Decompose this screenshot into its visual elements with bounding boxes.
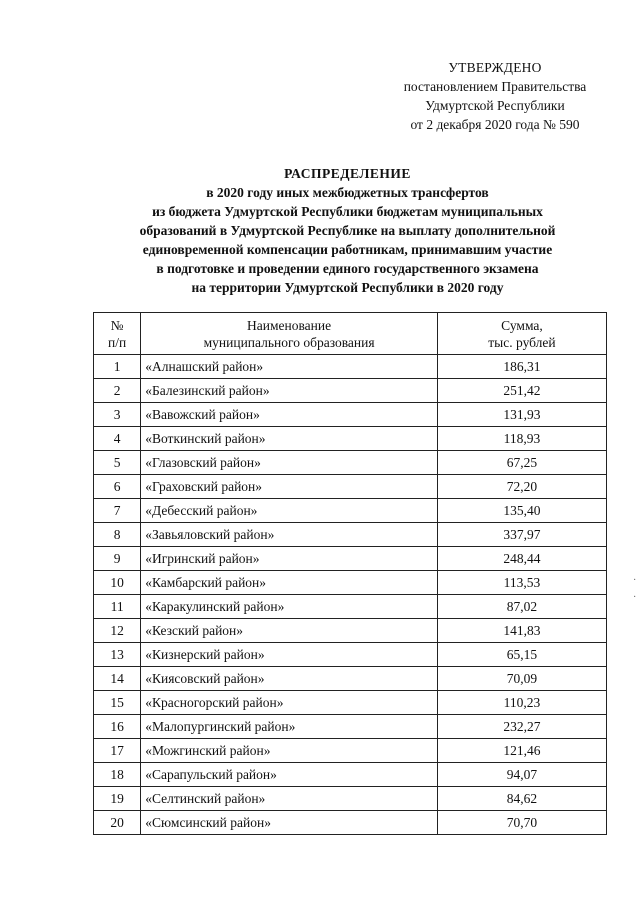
- table-row: [94, 595, 607, 619]
- row-number: 8: [94, 523, 141, 547]
- table-row: [94, 739, 607, 763]
- row-name: «Каракулинский район»: [141, 595, 438, 619]
- row-sum: 251,42: [437, 379, 606, 403]
- table-row: [94, 763, 607, 787]
- row-number: 5: [94, 451, 141, 475]
- header-number-line1: №: [110, 317, 124, 333]
- table-row: [94, 379, 607, 403]
- row-number: 3: [94, 403, 141, 427]
- row-sum: 337,97: [437, 523, 606, 547]
- table-row: [94, 715, 607, 739]
- table-row: [94, 523, 607, 547]
- row-name: «Селтинский район»: [141, 787, 438, 811]
- row-sum: 110,23: [437, 691, 606, 715]
- row-name: «Граховский район»: [141, 475, 438, 499]
- header-sum-line2: тыс. рублей: [488, 334, 556, 350]
- row-number: 18: [94, 763, 141, 787]
- row-name: «Балезинский район»: [141, 379, 438, 403]
- table-row: [94, 547, 607, 571]
- approval-authority: Удмуртской Республики: [425, 98, 565, 113]
- title-line: единовременной компенсации работникам, принимавшим участие: [142, 242, 553, 257]
- row-name: «Воткинский район»: [141, 427, 438, 451]
- row-number: 16: [94, 715, 141, 739]
- row-sum: 131,93: [437, 403, 606, 427]
- row-sum: 121,46: [437, 739, 606, 763]
- row-sum: 65,15: [437, 643, 606, 667]
- row-sum: 72,20: [437, 475, 606, 499]
- row-name: «Киясовский район»: [141, 667, 438, 691]
- row-name: «Дебесский район»: [141, 499, 438, 523]
- row-number: 13: [94, 643, 141, 667]
- row-name: «Сарапульский район»: [141, 763, 438, 787]
- row-number: 1: [94, 355, 141, 379]
- title-line: образований в Удмуртской Республике на выплату дополнительной: [139, 223, 556, 238]
- title-line: на территории Удмуртской Республики в 2020 году: [191, 280, 504, 295]
- row-sum: 135,40: [437, 499, 606, 523]
- table-row: [94, 403, 607, 427]
- title-line: в 2020 году иных межбюджетных трансфертов: [206, 185, 489, 200]
- distribution-table: [93, 312, 607, 835]
- row-sum: 70,70: [437, 811, 606, 835]
- row-sum: 113,53: [437, 571, 606, 595]
- row-sum: 248,44: [437, 547, 606, 571]
- row-sum: 232,27: [437, 715, 606, 739]
- table-row: [94, 667, 607, 691]
- row-name: «Можгинский район»: [141, 739, 438, 763]
- table-row: [94, 691, 607, 715]
- table-row: [94, 811, 607, 835]
- table-row: [94, 619, 607, 643]
- approval-stamp: [360, 58, 630, 134]
- row-name: «Игринский район»: [141, 547, 438, 571]
- row-name: «Глазовский район»: [141, 451, 438, 475]
- table-row: [94, 355, 607, 379]
- header-name-line2: муниципального образования: [203, 334, 375, 350]
- approval-date: от 2 декабря 2020 года № 590: [410, 117, 580, 132]
- row-number: 19: [94, 787, 141, 811]
- table-row: [94, 643, 607, 667]
- row-sum: 70,09: [437, 667, 606, 691]
- header-number-line2: п/п: [108, 334, 127, 350]
- row-name: «Кезский район»: [141, 619, 438, 643]
- approval-heading: УТВЕРЖДЕНО: [448, 60, 542, 75]
- row-number: 17: [94, 739, 141, 763]
- table-row: [94, 475, 607, 499]
- row-sum: 118,93: [437, 427, 606, 451]
- table-row: [94, 571, 607, 595]
- row-name: «Алнашский район»: [141, 355, 438, 379]
- row-number: 6: [94, 475, 141, 499]
- row-number: 12: [94, 619, 141, 643]
- title-main: РАСПРЕДЕЛЕНИЕ: [284, 166, 411, 181]
- table-header-row: [94, 313, 607, 355]
- row-name: «Вавожский район»: [141, 403, 438, 427]
- title-line: из бюджета Удмуртской Республики бюджетам муниципальных: [152, 204, 543, 219]
- header-sum: [437, 313, 606, 355]
- row-number: 14: [94, 667, 141, 691]
- scan-edge-mark: ·: [633, 575, 637, 586]
- row-name: «Камбарский район»: [141, 571, 438, 595]
- row-sum: 87,02: [437, 595, 606, 619]
- table-row: [94, 499, 607, 523]
- row-name: «Малопургинский район»: [141, 715, 438, 739]
- row-name: «Завьяловский район»: [141, 523, 438, 547]
- row-name: «Красногорский район»: [141, 691, 438, 715]
- row-number: 10: [94, 571, 141, 595]
- table-row: [94, 451, 607, 475]
- row-sum: 84,62: [437, 787, 606, 811]
- header-name-line1: Наименование: [247, 317, 332, 333]
- header-name: [141, 313, 438, 355]
- header-number: [94, 313, 141, 355]
- row-number: 4: [94, 427, 141, 451]
- row-sum: 186,31: [437, 355, 606, 379]
- scan-edge-mark: ·: [633, 592, 637, 603]
- document-title: [90, 164, 605, 297]
- row-number: 7: [94, 499, 141, 523]
- row-sum: 67,25: [437, 451, 606, 475]
- row-number: 11: [94, 595, 141, 619]
- table-row: [94, 787, 607, 811]
- header-sum-line1: Сумма,: [501, 317, 543, 333]
- table-body: [94, 355, 607, 835]
- approval-decree: постановлением Правительства: [403, 79, 587, 94]
- row-number: 15: [94, 691, 141, 715]
- row-sum: 141,83: [437, 619, 606, 643]
- row-name: «Кизнерский район»: [141, 643, 438, 667]
- row-sum: 94,07: [437, 763, 606, 787]
- row-number: 2: [94, 379, 141, 403]
- table-row: [94, 427, 607, 451]
- row-name: «Сюмсинский район»: [141, 811, 438, 835]
- row-number: 20: [94, 811, 141, 835]
- row-number: 9: [94, 547, 141, 571]
- title-line: в подготовке и проведении единого государственного экзамена: [156, 261, 539, 276]
